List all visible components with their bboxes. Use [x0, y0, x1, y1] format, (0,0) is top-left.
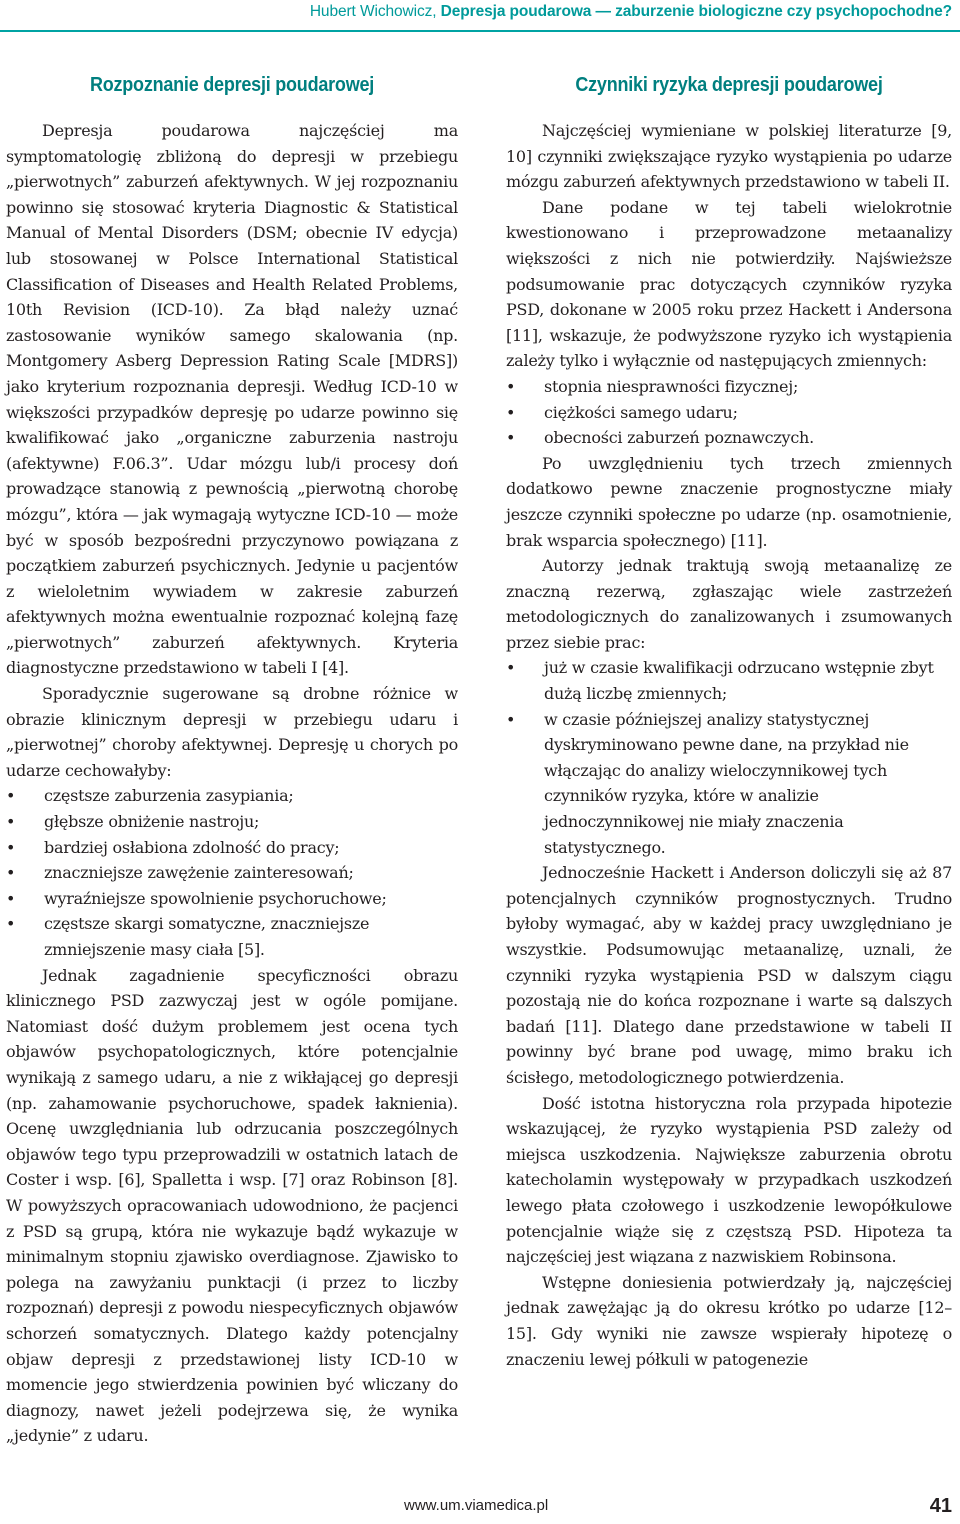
- list-item: • częstsze skargi somatyczne, znaczniejsze zmniejszenie masy ciała [5].: [6, 911, 458, 962]
- paragraph: Sporadycznie sugerowane są drobne różnice w obrazie klinicznym depresji w przebiegu udaru i „pierwotnej” choroby afektywnej. Depresję u chorych po udarze cechowałyby:: [6, 684, 458, 780]
- list-item: • ciężkości samego udaru;: [506, 400, 952, 426]
- list-item: • częstsze zaburzenia zasypiania;: [6, 783, 458, 809]
- list-item: • bardziej osłabiona zdolność do pracy;: [6, 835, 458, 861]
- header-article-title: Depresja poudarowa — zaburzenie biologiczne czy psychopochodne?: [440, 3, 952, 20]
- paragraph: Autorzy jednak traktują swoją metaanalizę ze znaczną rezerwą, zgłaszając wiele zastrzeżeń metodologicznych do zanalizowanych i zsumowanych przez siebie prac:: [506, 556, 952, 652]
- list-item: • znaczniejsze zawężenie zainteresowań;: [6, 860, 458, 886]
- running-header: [310, 3, 952, 21]
- header-rule: [0, 30, 960, 32]
- paragraph: Dość istotna historyczna rola przypada hipotezie wskazującej, że ryzyko wystąpienia PSD zależy od miejsca uszkodzenia. Największe zaburzenia obrotu katecholamin występowały w przypadkach uszkodzeń lewego płata czołowego i uszkodzenie lewopółkulowe potencjalnie wiąże się z częstszą PSD. Hipoteza ta najczęściej jest wiązana z nazwiskiem Robinsona.: [506, 1093, 952, 1267]
- section-heading-diagnosis: Rozpoznanie depresji poudarowej: [89, 74, 375, 96]
- list-item: • obecności zaburzeń poznawczych.: [506, 425, 952, 451]
- right-column: [506, 70, 952, 1372]
- paragraph: Wstępne doniesienia potwierdzały ją, najczęściej jednak zawężając ją do okresu krótko po udarze [12–15]. Gdy wyniki nie zawsze wspierały hipotezę o znaczeniu lewej półkuli w patogenezie: [506, 1272, 952, 1369]
- paragraph: Jednocześnie Hackett i Anderson doliczyli się aż 87 potencjalnych czynników prognostycznych. Trudno byłoby wymagać, aby w każdej pracy uwzględniano je wszystkie. Podsumowując metaanalizę, uznali, że czynniki ryzyka wystąpienia PSD w dalszym ciągu pozostają nie do końca rozpoznane i warte są dalszych badań [11]. Dlatego dane przedstawione w tabeli II powinny być brane pod uwagę, mimo braku ich ścisłego, metodologicznego potwierdzenia.: [506, 863, 952, 1087]
- header-author: Hubert Wichowicz,: [309, 3, 441, 20]
- list-item: • wyraźniejsze spowolnienie psychoruchowe;: [6, 886, 458, 912]
- paragraph: Dane podane w tej tabeli wielokrotnie kwestionowano i przeprowadzone metaanalizy większości z nich nie potwierdziły. Najświeższe podsumowanie prac dotyczących czynników ryzyka PSD, dokonane w 2005 roku przez Hackett i Andersona [11], wskazuje, że podwyższone ryzyko ich wystąpienia zależy tylko i wyłącznie od następujących zmiennych:: [506, 197, 952, 371]
- paragraph: Po uwzględnieniu tych trzech zmiennych dodatkowo pewne znaczenie prognostyczne miały jeszcze czynniki społeczne po udarze (np. osamotnienie, brak wsparcia społecznego) [11].: [506, 453, 952, 550]
- list-item: • w czasie późniejszej analizy statystycznej dyskryminowano pewne dane, na przykład nie włączając do analizy wieloczynnikowej tych czynników ryzyka, które w analizie jednoczynnikowej nie miały znaczenia statystycznego.: [506, 707, 952, 861]
- left-column: [6, 70, 458, 1449]
- section-heading-risk-factors: Czynniki ryzyka depresji poudarowej: [575, 74, 883, 96]
- list-item: • stopnia niesprawności fizycznej;: [506, 374, 952, 400]
- symptom-list: [6, 783, 458, 962]
- list-item: • już w czasie kwalifikacji odrzucano wstępnie zbyt dużą liczbę zmiennych;: [506, 655, 952, 706]
- paragraph: Jednak zagadnienie specyficzności obrazu klinicznego PSD zazwyczaj jest w ogóle pomijane. Natomiast dość dużym problemem jest ocena tych objawów psychopatologicznych, które potencjalnie wynikają z samego udaru, a nie z wikłającej go depresji (np. zahamowanie psychoruchowe, spadek łaknienia). Ocenę uwzględniania lub odrzucania poszczególnych objawów tego typu przeprowadzili w ostatnich latach de Coster i wsp. [6], Spalletta i wsp. [7] oraz Robinson [8]. W powyższych opracowaniach udowodniono, że pacjenci z PSD są grupą, która nie wykazuje bądź wykazuje w minimalnym stopniu zjawisko overdiagnose. Zjawisko to polega na zawyżaniu punktacji (i przez to liczby rozpoznań) depresji z powodu niespecyficznych objawów schorzeń somatycznych. Dlatego każdy potencjalny objaw depresji z przedstawionej listy ICD-10 w momencie jego stwierdzenia powinien być wliczany do diagnozy, nawet jeżeli podejrzewa się, że wynika „jedynie” z udaru.: [6, 965, 458, 1446]
- paragraph: Najczęściej wymieniane w polskiej literaturze [9, 10] czynniki zwiększające ryzyko wystąpienia po udarze mózgu zaburzeń afektywnych przedstawiono w tabeli II.: [506, 121, 952, 192]
- paragraph: Depresja poudarowa najczęściej ma symptomatologię zbliżoną do depresji w przebiegu „pierwotnych” zaburzeń afektywnych. W jej rozpoznaniu powinno się stosować kryteria Diagnostic & Statistical Manual of Mental Disorders (DSM; obecnie IV edycja) lub stosowanej w Polsce International Statistical Classification of Diseases and Health Related Problems, 10th Revision (ICD-10). Za błąd należy uznać zastosowanie wyników samego skalowania (np. Montgomery Asberg Depression Rating Scale [MDRS]) jako kryterium rozpoznania depresji. Według ICD-10 w większości przypadków depresję po udarze powinno się kwalifikować jako „organiczne zaburzenia nastroju (afektywne) F.06.3”. Udar mózgu lub/i procesy doń prowadzące stanowią z pewnością „pierwotną chorobę mózgu”, która — jak wymagają wytyczne ICD-10 — może być w sposób bezpośredni przyczynowo powiązana z początkiem zaburzeń psychicznych. Jedynie u pacjentów z wieloletnim wywiadem w zakresie zaburzeń afektywnych można ewentualnie rozpoznać kolejną fazę „pierwotnych” zaburzeń afektywnych. Kryteria diagnostyczne przedstawiono w tabeli I [4].: [6, 121, 458, 678]
- footer-url: www.um.viamedica.pl: [404, 1497, 549, 1514]
- reservations-list: [506, 655, 952, 860]
- list-item: • głębsze obniżenie nastroju;: [6, 809, 458, 835]
- page-number: 41: [929, 1495, 952, 1517]
- variable-list: [506, 374, 952, 451]
